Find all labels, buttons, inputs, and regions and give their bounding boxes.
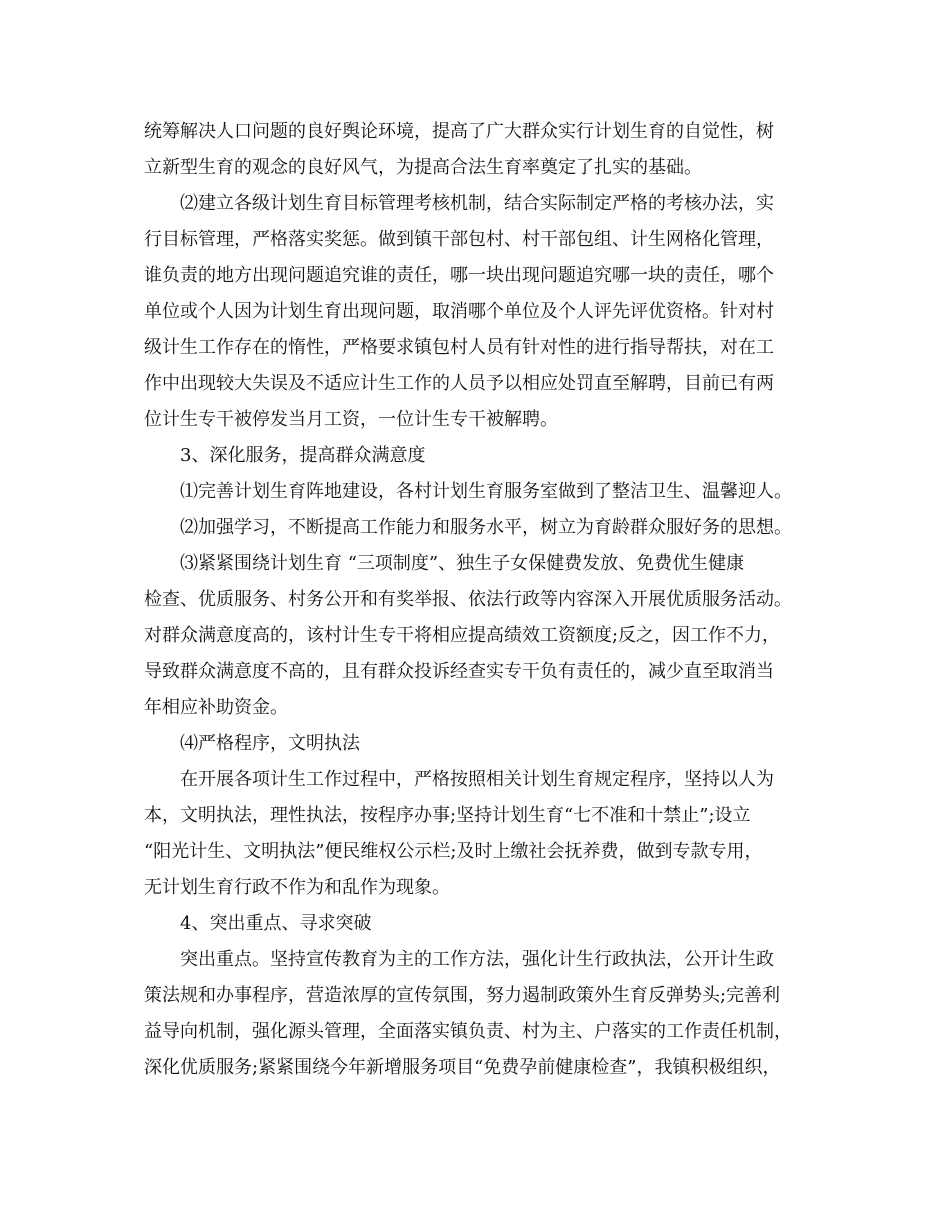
- section-heading-3: 3、深化服务，提高群众满意度: [180, 445, 426, 466]
- paragraph-item-4: ⑷严格程序，文明执法: [180, 733, 360, 754]
- text-line: 行目标管理，严格落实奖惩。做到镇干部包村、村干部包组、计生网格化管理，: [144, 229, 774, 250]
- paragraph-item-2: ⑵加强学习，不断提高工作能力和服务水平，树立为育龄群众服好务的思想。: [180, 517, 792, 538]
- text-line: 级计生工作存在的惰性，严格要求镇包村人员有针对性的进行指导帮扶，对在工: [144, 337, 774, 358]
- text-line: 导致群众满意度不高的，且有群众投诉经查实专干负有责任的，减少直至取消当: [144, 661, 774, 682]
- text-line: 年相应补助资金。: [144, 697, 288, 718]
- text-line: 益导向机制，强化源头管理，全面落实镇负责、村为主、户落实的工作责任机制，: [144, 1021, 792, 1042]
- text-line: 统筹解决人口问题的良好舆论环境，提高了广大群众实行计划生育的自觉性，树: [144, 121, 774, 142]
- document-body: [144, 114, 824, 1086]
- paragraph-item-3: ⑶紧紧围绕计划生育 “三项制度”、独生子女保健费发放、免费优生健康: [180, 553, 745, 574]
- text-line: 单位或个人因为计划生育出现问题，取消哪个单位及个人评先评优资格。针对村: [144, 301, 774, 322]
- text-line: 策法规和办事程序，营造浓厚的宣传氛围，努力遏制政策外生育反弹势头;完善利: [144, 985, 781, 1006]
- text-line: 检查、优质服务、村务公开和有奖举报、依法行政等内容深入开展优质服务活动。: [144, 589, 792, 610]
- paragraph-item-2: ⑵建立各级计划生育目标管理考核机制，结合实际制定严格的考核办法，实: [180, 193, 774, 214]
- text-line: 本，文明执法，理性执法，按程序办事;坚持计划生育“七不准和十禁止”;设立: [144, 805, 751, 826]
- text-line: 位计生专干被停发当月工资，一位计生专干被解聘。: [144, 409, 558, 430]
- text-line: 对群众满意度高的，该村计生专干将相应提高绩效工资额度;反之，因工作不力，: [144, 625, 781, 646]
- paragraph-start: 在开展各项计生工作过程中，严格按照相关计划生育规定程序，坚持以人为: [180, 769, 774, 790]
- paragraph-item-1: ⑴完善计划生育阵地建设，各村计划生育服务室做到了整洁卫生、温馨迎人。: [180, 481, 792, 502]
- text-line: 谁负责的地方出现问题追究谁的责任，哪一块出现问题追究哪一块的责任，哪个: [144, 265, 774, 286]
- text-line: 无计划生育行政不作为和乱作为现象。: [144, 877, 450, 898]
- paragraph-start: 突出重点。坚持宣传教育为主的工作方法，强化计生行政执法，公开计生政: [180, 949, 774, 970]
- text-line: “阳光计生、文明执法”便民维权公示栏;及时上缴社会抚养费，做到专款专用，: [144, 841, 763, 862]
- section-heading-4: 4、突出重点、寻求突破: [180, 913, 372, 934]
- text-line: 深化优质服务;紧紧围绕今年新增服务项目“免费孕前健康检查”，我镇积极组织，: [144, 1057, 781, 1078]
- text-line: 立新型生育的观念的良好风气，为提高合法生育率奠定了扎实的基础。: [144, 157, 702, 178]
- text-line: 作中出现较大失误及不适应计生工作的人员予以相应处罚直至解聘，目前已有两: [144, 373, 774, 394]
